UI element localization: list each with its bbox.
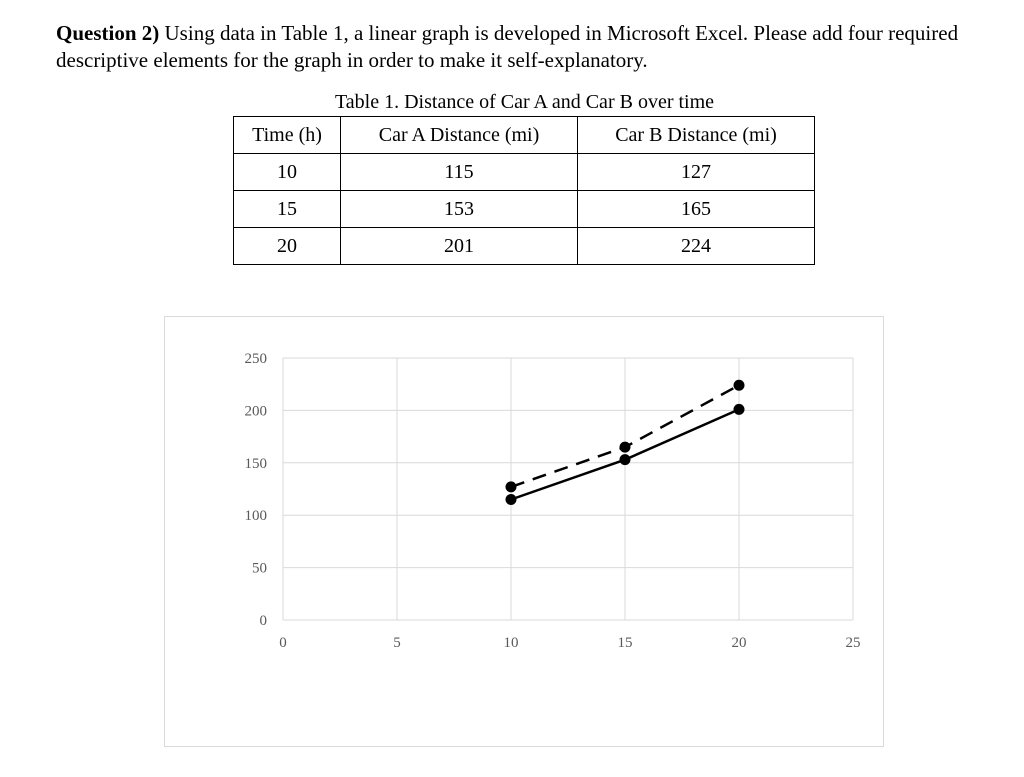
table-caption: Table 1. Distance of Car A and Car B over time — [334, 91, 715, 113]
distance-table — [233, 116, 815, 265]
question-body: Using data in Table 1, a linear graph is developed in Microsoft Excel. Please add four required descriptive elements for the graph in order to make it self-explanatory. — [56, 21, 959, 72]
y-tick-label: 50 — [252, 560, 267, 577]
y-tick-label: 150 — [244, 455, 267, 472]
data-point — [734, 404, 745, 415]
data-point — [620, 454, 631, 465]
table-cell: 20 — [234, 228, 341, 265]
y-tick-label: 0 — [259, 613, 267, 629]
header-car-b: Car B Distance (mi) — [578, 117, 815, 154]
table-cell: 165 — [578, 191, 815, 228]
table-cell: 224 — [578, 228, 815, 265]
table-cell: 115 — [341, 154, 578, 191]
table-cell: 10 — [234, 154, 341, 191]
header-time: Time (h) — [234, 117, 341, 154]
header-car-a: Car A Distance (mi) — [341, 117, 578, 154]
y-tick-label: 250 — [244, 351, 267, 367]
x-tick-label: 15 — [617, 635, 633, 651]
table-row — [234, 154, 815, 191]
table-header-row — [234, 117, 815, 154]
table-row — [234, 191, 815, 228]
x-tick-label: 25 — [845, 635, 861, 651]
table-row — [234, 228, 815, 265]
y-tick-label: 200 — [244, 403, 267, 420]
x-tick-label: 0 — [279, 635, 287, 651]
table-cell: 201 — [341, 228, 578, 265]
x-tick-label: 5 — [393, 635, 401, 651]
table-cell: 153 — [341, 191, 578, 228]
table-cell: 15 — [234, 191, 341, 228]
question-text — [56, 20, 1006, 74]
data-point — [506, 481, 517, 492]
data-point — [620, 442, 631, 453]
x-tick-label: 10 — [503, 635, 519, 651]
y-tick-label: 100 — [244, 508, 267, 525]
data-point — [734, 380, 745, 391]
question-label: Question 2) — [56, 21, 160, 45]
data-point — [506, 494, 517, 505]
chart-area — [164, 316, 884, 747]
table-cell: 127 — [578, 154, 815, 191]
line-chart — [165, 317, 885, 748]
x-tick-label: 20 — [731, 635, 747, 651]
